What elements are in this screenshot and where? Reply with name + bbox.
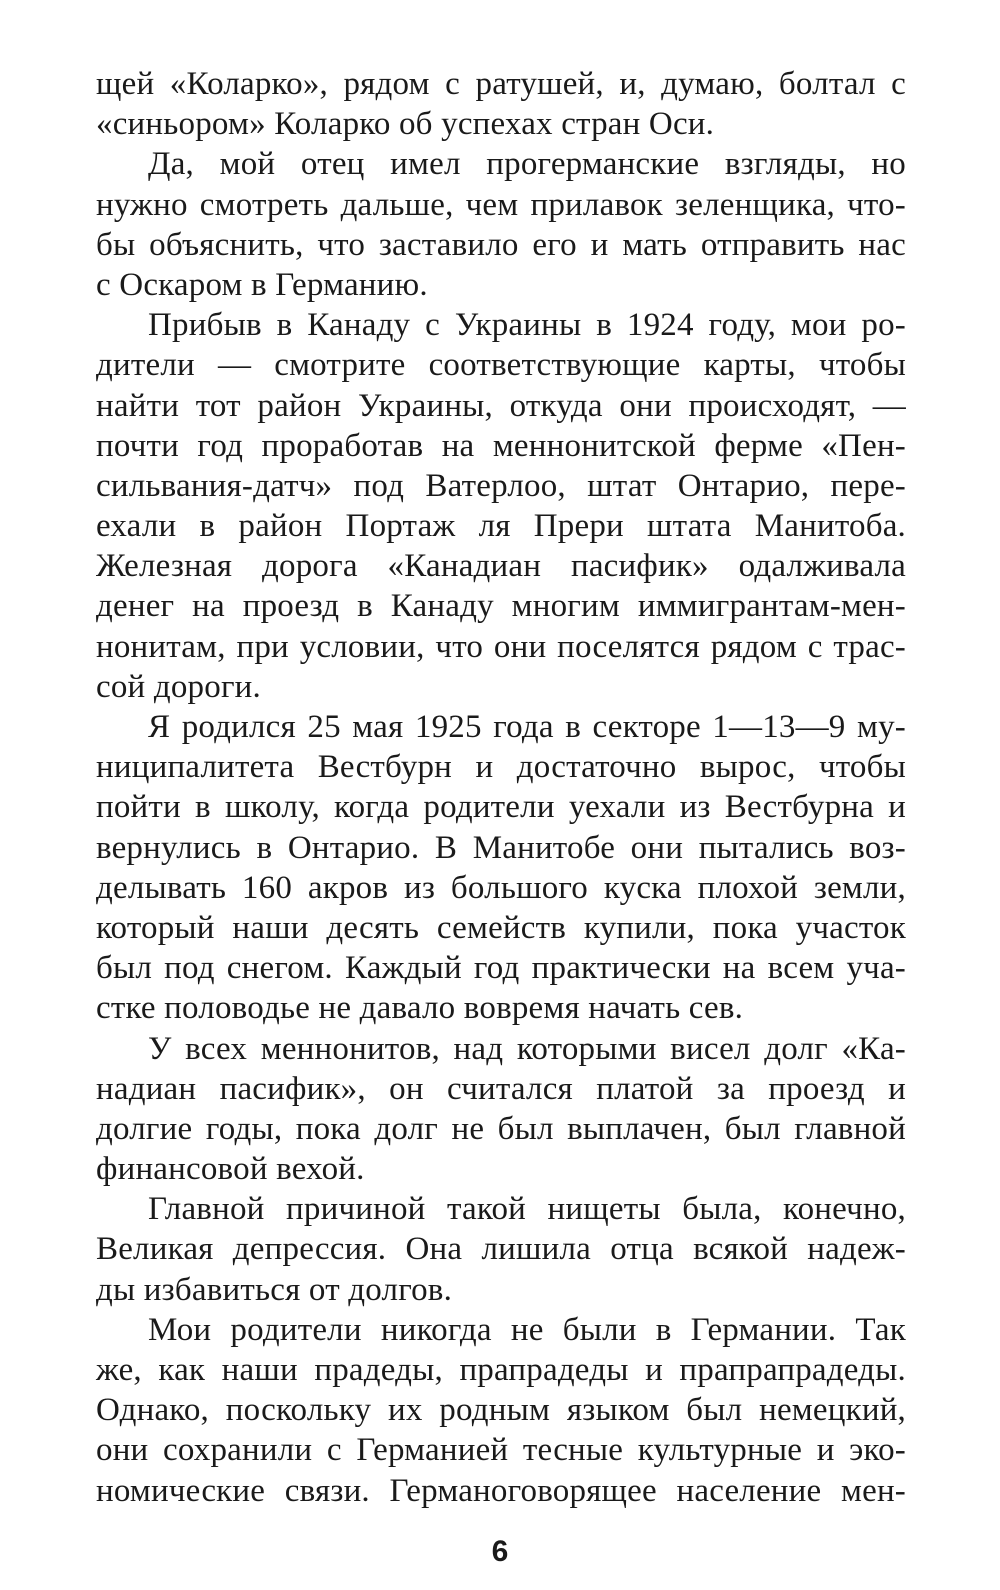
text-line: же, как наши прадеды, прапрадеды и прапрапрадеды. [96,1352,906,1388]
text-line: дители — смотрите соответствующие карты, чтобы [96,347,906,384]
text-line: нонитам, при условии, что они поселятся рядом с трас- [96,628,906,665]
text-line: щей «Коларко», рядом с ратушей, и, думаю, болтал с [96,66,906,102]
text-line: Прибыв в Канаду с Украины в 1924 году, мои ро- [148,307,906,344]
text-line: номические связи. Германоговорящее население мен- [96,1472,906,1509]
text-line: был под снегом. Каждый год практически на всем уча- [96,950,906,987]
text-line: ехали в район Портаж ля Прери штата Манитоба. [96,508,906,545]
text-line: Великая депрессия. Она лишила отца всякой надеж- [96,1231,906,1268]
text-line: сой дороги. [96,668,261,705]
page-number: 6 [491,1535,509,1568]
text-line: с Оскаром в Германию. [96,266,428,303]
text-line: нужно смотреть дальше, чем прилавок зеленщика, что- [96,186,906,223]
text-line: который наши десять семейств купили, пока участок [96,909,906,946]
text-line: стке половодье не давало вовремя начать сев. [96,990,744,1027]
text-line: денег на проезд в Канаду многим иммигрантам-мен- [96,588,906,625]
text-line: У всех меннонитов, над которыми висел долг «Ка- [148,1030,906,1067]
text-line: они сохранили с Германией тесные культурные и эко- [96,1432,906,1469]
text-line: финансовой вехой. [96,1151,365,1188]
text-line: делывать 160 акров из большого куска плохой земли, [96,869,906,906]
text-line: вернулись в Онтарио. В Манитобе они пытались воз- [96,829,906,866]
text-line: пойти в школу, когда родители уехали из Вестбурна и [96,789,906,826]
text-line: Однако, поскольку их родным языком был немецкий, [96,1392,906,1429]
text-line: «синьором» Коларко об успехах стран Оси. [96,106,715,143]
body-text [96,64,906,1511]
text-line: долгие годы, пока долг не был выплачен, был главной [96,1110,906,1147]
text-line: найти тот район Украины, откуда они происходят, — [96,387,906,424]
text-line: почти год проработав на меннонитской ферме «Пен- [96,427,906,464]
text-line: Да, мой отец имел прогерманские взгляды, но [148,146,906,183]
text-line: надиан пасифик», он считался платой за проезд и [96,1070,906,1107]
text-line: ниципалитета Вестбурн и достаточно вырос, чтобы [96,749,906,786]
text-line: Я родился 25 мая 1925 года в секторе 1—13—9 му- [148,709,906,745]
text-line: ды избавиться от долгов. [96,1271,453,1308]
text-line: Железная дорога «Канадиан пасифик» одалживала [96,548,906,585]
text-line: сильвания-датч» под Ватерлоо, штат Онтарио, пере- [96,467,906,504]
text-line: Мои родители никогда не были в Германии. Так [148,1311,906,1348]
text-line: бы объяснить, что заставило его и мать отправить нас [96,226,906,263]
text-line: Главной причиной такой нищеты была, конечно, [148,1191,906,1228]
